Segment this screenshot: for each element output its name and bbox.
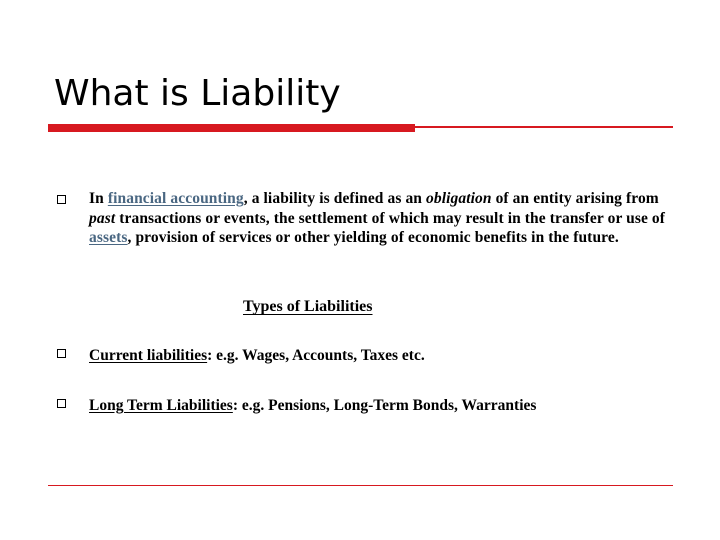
definition-text-1: , a liability is defined as an [243, 190, 426, 207]
types-subheading: Types of Liabilities [243, 298, 373, 315]
obligation-emphasis: obligation [426, 190, 492, 207]
list-item [89, 346, 425, 366]
title-underline-thick [48, 124, 415, 132]
title-underline-thin [415, 126, 673, 128]
item-separator: : [207, 347, 217, 364]
item-separator: : [232, 397, 242, 414]
bullet-square-icon [57, 349, 66, 358]
definition-text-3: transactions or events, the settlement of which may result in the transfer or use of [115, 209, 666, 227]
past-emphasis: past [89, 209, 116, 227]
bullet-square-icon [57, 399, 66, 408]
item-detail: e.g. Pensions, Long-Term Bonds, Warranties [241, 397, 537, 414]
definition-text-2: of an entity arising from [491, 190, 659, 207]
definition-text-4: , provision of services or other yielding of economic benefits in the future. [127, 229, 619, 246]
list-item [89, 396, 536, 416]
definition-paragraph [89, 189, 681, 248]
slide-title: What is Liability [54, 73, 341, 114]
bullet-square-icon [57, 195, 66, 204]
item-detail: e.g. Wages, Accounts, Taxes etc. [216, 347, 425, 364]
definition-intro: In [89, 190, 108, 207]
assets-link[interactable]: assets [89, 229, 128, 246]
financial-accounting-link[interactable]: financial accounting [107, 190, 244, 207]
item-term: Current liabilities [89, 347, 208, 364]
bottom-rule [48, 485, 673, 486]
item-term: Long Term Liabilities [89, 397, 233, 414]
